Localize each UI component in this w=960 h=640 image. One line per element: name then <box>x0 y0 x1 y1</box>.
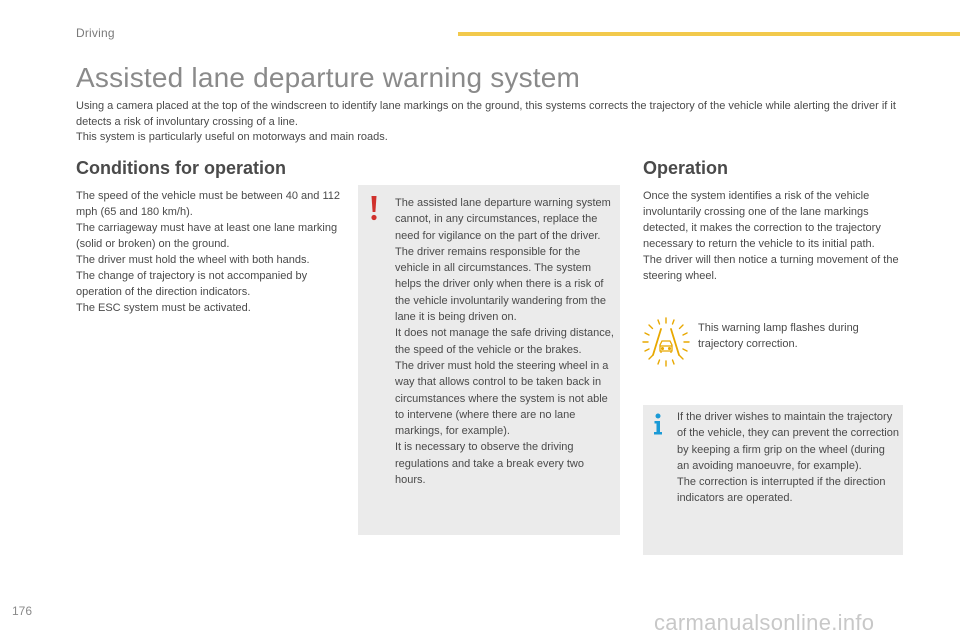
conditions-heading: Conditions for operation <box>76 158 286 178</box>
intro-paragraph: This system is particularly useful on motorways and main roads. <box>76 131 388 143</box>
intro-paragraph: Using a camera placed at the top of the windscreen to identify lane markings on the ground, this systems corrects the trajectory of the vehicle while alerting the driver if it detects a risk of involuntary crossing of a line. <box>76 100 896 128</box>
warning-paragraph: It is necessary to observe the driving regulations and take a break every two hours. <box>395 441 584 487</box>
info-paragraph: If the driver wishes to maintain the trajectory of the vehicle, they can prevent the correction by keeping a firm grip on the wheel (during an avoiding manoeuvre, for example). <box>677 411 899 472</box>
watermark: carmanualsonline.info <box>654 610 875 635</box>
warning-paragraph: The driver remains responsible for the vehicle in all circumstances. The system helps the driver only when there is a risk of the vehicle involuntarily wandering from the lane it is being driven on. <box>395 245 606 324</box>
conditions-text <box>76 188 342 316</box>
operation-text <box>643 188 905 284</box>
conditions-paragraph: The ESC system must be activated. <box>76 302 251 314</box>
section-label: Driving <box>76 26 115 40</box>
warning-lamp-text: This warning lamp flashes during trajectory correction. <box>698 322 859 350</box>
warning-box <box>358 185 620 535</box>
header-accent-bar <box>458 32 960 36</box>
intro <box>76 99 906 146</box>
warning-lamp-description <box>698 320 898 352</box>
lane-departure-warning-lamp-icon <box>641 315 691 369</box>
warning-paragraph: It does not manage the safe driving distance, the speed of the vehicle or the brakes. <box>395 327 614 356</box>
info-icon <box>652 413 664 435</box>
operation-paragraph: Once the system identifies a risk of the vehicle involuntarily crossing one of the lane markings detected, it makes the correction to the trajectory necessary to return the vehicle to its initial path. <box>643 190 881 250</box>
conditions-paragraph: The change of trajectory is not accompanied by operation of the direction indicators. <box>76 270 308 298</box>
info-box <box>643 405 903 555</box>
exclamation-icon <box>368 195 380 221</box>
info-paragraph: The correction is interrupted if the direction indicators are operated. <box>677 476 886 505</box>
warning-paragraph: The driver must hold the steering wheel in a way that allows control to be taken back in circumstances where the system is not able to intervene (where there are no lane markings, for example). <box>395 359 609 438</box>
info-text <box>677 409 899 507</box>
warning-paragraph: The assisted lane departure warning system cannot, in any circumstances, replace the need for vigilance on the part of the driver. <box>395 197 611 242</box>
warning-text <box>395 195 615 488</box>
page-title: Assisted lane departure warning system <box>76 62 581 93</box>
conditions-paragraph: The driver must hold the wheel with both hands. <box>76 254 310 266</box>
conditions-paragraph: The carriageway must have at least one lane marking (solid or broken) on the ground. <box>76 222 338 250</box>
conditions-paragraph: The speed of the vehicle must be between 40 and 112 mph (65 and 180 km/h). <box>76 190 340 218</box>
page-number: 176 <box>12 604 33 618</box>
operation-paragraph: The driver will then notice a turning movement of the steering wheel. <box>643 254 899 282</box>
operation-heading: Operation <box>643 158 729 178</box>
